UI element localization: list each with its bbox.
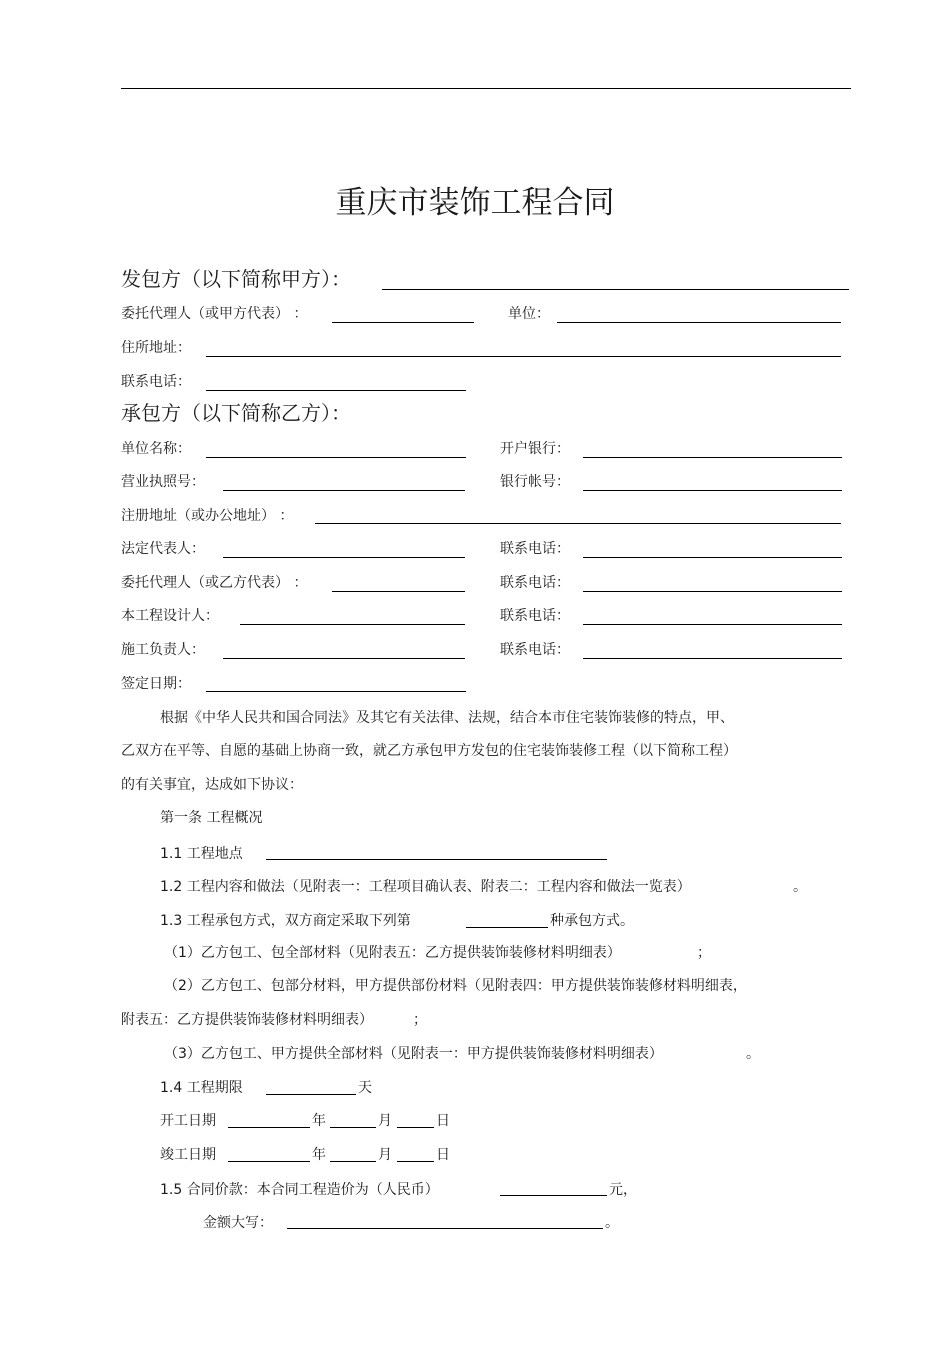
party-b-site-manager-label: 施工负责人： [121,642,205,658]
party-b-account-field[interactable] [583,490,842,491]
clause-1-3-text: 1.3 工程承包方式，双方商定采取下列第 [160,913,411,929]
finish-day-unit: 日 [436,1147,450,1163]
clause-1-5-text: 1.5 合同价款：本合同工程造价为（人民币） [160,1182,439,1198]
party-b-bank-label: 开户银行： [500,441,570,457]
party-b-bank-field[interactable] [583,457,842,458]
option-2-text-b: 附表五：乙方提供装饰装修材料明细表） [121,1012,373,1028]
party-a-agent-label: 委托代理人（或甲方代表） ： [121,306,308,322]
party-b-phone3-field[interactable] [583,624,842,625]
party-b-license-label: 营业执照号： [121,474,205,490]
option-2-text-a: （2）乙方包工、包部分材料，甲方提供部份材料（见附表四：甲方提供装饰装修材料明细表， [164,978,747,994]
party-b-account-label: 银行帐号： [500,474,570,490]
party-b-legal-rep-field[interactable] [223,557,465,558]
party-b-phone4-field[interactable] [583,658,842,659]
document-title: 重庆市装饰工程合同 [335,185,615,221]
days-unit: 天 [358,1080,372,1096]
party-b-designer-label: 本工程设计人： [121,608,219,624]
party-a-phone-field[interactable] [206,390,466,391]
preamble-line-3: 的有关事宜，达成如下协议： [121,777,303,793]
start-month-unit: 月 [378,1113,392,1129]
clause-1-4-label: 1.4 工程期限 [160,1080,243,1096]
header-rule [121,88,851,89]
party-b-unit-name-label: 单位名称： [121,441,191,457]
start-month-field[interactable] [330,1127,376,1128]
party-b-phone4-label: 联系电话： [500,642,570,658]
option-1-text: （1）乙方包工、包全部材料（见附表五：乙方提供装饰装修材料明细表） [164,945,621,961]
start-year-unit: 年 [312,1113,326,1129]
finish-day-field[interactable] [397,1161,434,1162]
party-b-heading: 承包方（以下简称乙方）： [121,401,351,425]
option-3-text: （3）乙方包工、甲方提供全部材料（见附表一：甲方提供装饰装修材料明细表） [164,1046,663,1062]
party-b-phone2-label: 联系电话： [500,575,570,591]
start-day-field[interactable] [397,1127,434,1128]
finish-year-unit: 年 [312,1147,326,1163]
finish-month-unit: 月 [378,1147,392,1163]
option-1-end: ； [697,945,711,961]
preamble-line-1: 根据《中华人民共和国合同法》及其它有关法律、法规，结合本市住宅装饰装修的特点，甲、 [160,710,734,726]
contract-price-field[interactable] [500,1195,607,1196]
party-a-address-label: 住所地址： [121,340,191,356]
amount-words-field[interactable] [287,1228,603,1229]
party-b-legal-rep-label: 法定代表人： [121,541,205,557]
finish-month-field[interactable] [330,1161,376,1162]
amount-words-label: 金额大写： [203,1215,273,1231]
article-1-heading: 第一条 工程概况 [160,810,263,826]
party-b-phone2-field[interactable] [583,591,842,592]
party-a-unit-field[interactable] [557,322,841,323]
clause-1-2-end: 。 [793,879,807,895]
party-b-site-manager-field[interactable] [223,658,465,659]
clause-1-2-text: 1.2 工程内容和做法（见附表一：工程项目确认表、附表二：工程内容和做法一览表） [160,879,691,895]
party-b-phone1-label: 联系电话： [500,541,570,557]
yuan-unit: 元， [609,1182,637,1198]
party-b-unit-name-field[interactable] [206,457,466,458]
option-2-end: ； [413,1012,427,1028]
party-b-license-field[interactable] [223,490,465,491]
party-b-phone1-field[interactable] [583,557,842,558]
party-a-address-field[interactable] [206,356,841,357]
start-date-label: 开工日期 [160,1113,216,1129]
party-a-agent-field[interactable] [332,322,474,323]
party-a-phone-label: 联系电话： [121,374,191,390]
duration-days-field[interactable] [266,1094,356,1095]
clause-1-1-label: 1.1 工程地点 [160,846,243,862]
contract-mode-field[interactable] [466,927,548,928]
amount-words-end: 。 [605,1215,619,1231]
clause-1-3-suffix: 种承包方式。 [550,913,634,929]
sign-date-field[interactable] [206,691,466,692]
party-b-reg-address-field[interactable] [315,523,841,524]
party-b-agent-label: 委托代理人（或乙方代表） ： [121,575,308,591]
party-b-agent-field[interactable] [332,591,465,592]
party-b-reg-address-label: 注册地址（或办公地址） ： [121,508,294,524]
finish-date-label: 竣工日期 [160,1147,216,1163]
party-b-phone3-label: 联系电话： [500,608,570,624]
option-3-end: 。 [746,1046,760,1062]
preamble-line-2: 乙双方在平等、自愿的基础上协商一致，就乙方承包甲方发包的住宅装饰装修工程（以下简称工程） [121,743,737,759]
start-day-unit: 日 [436,1113,450,1129]
party-b-designer-field[interactable] [240,624,465,625]
party-a-heading: 发包方（以下简称甲方）： [121,267,351,291]
party-a-unit-label: 单位： [508,306,550,322]
start-year-field[interactable] [228,1127,310,1128]
finish-year-field[interactable] [228,1161,310,1162]
sign-date-label: 签定日期： [121,676,191,692]
project-location-field[interactable] [266,859,607,860]
party-a-name-field[interactable] [382,289,849,290]
